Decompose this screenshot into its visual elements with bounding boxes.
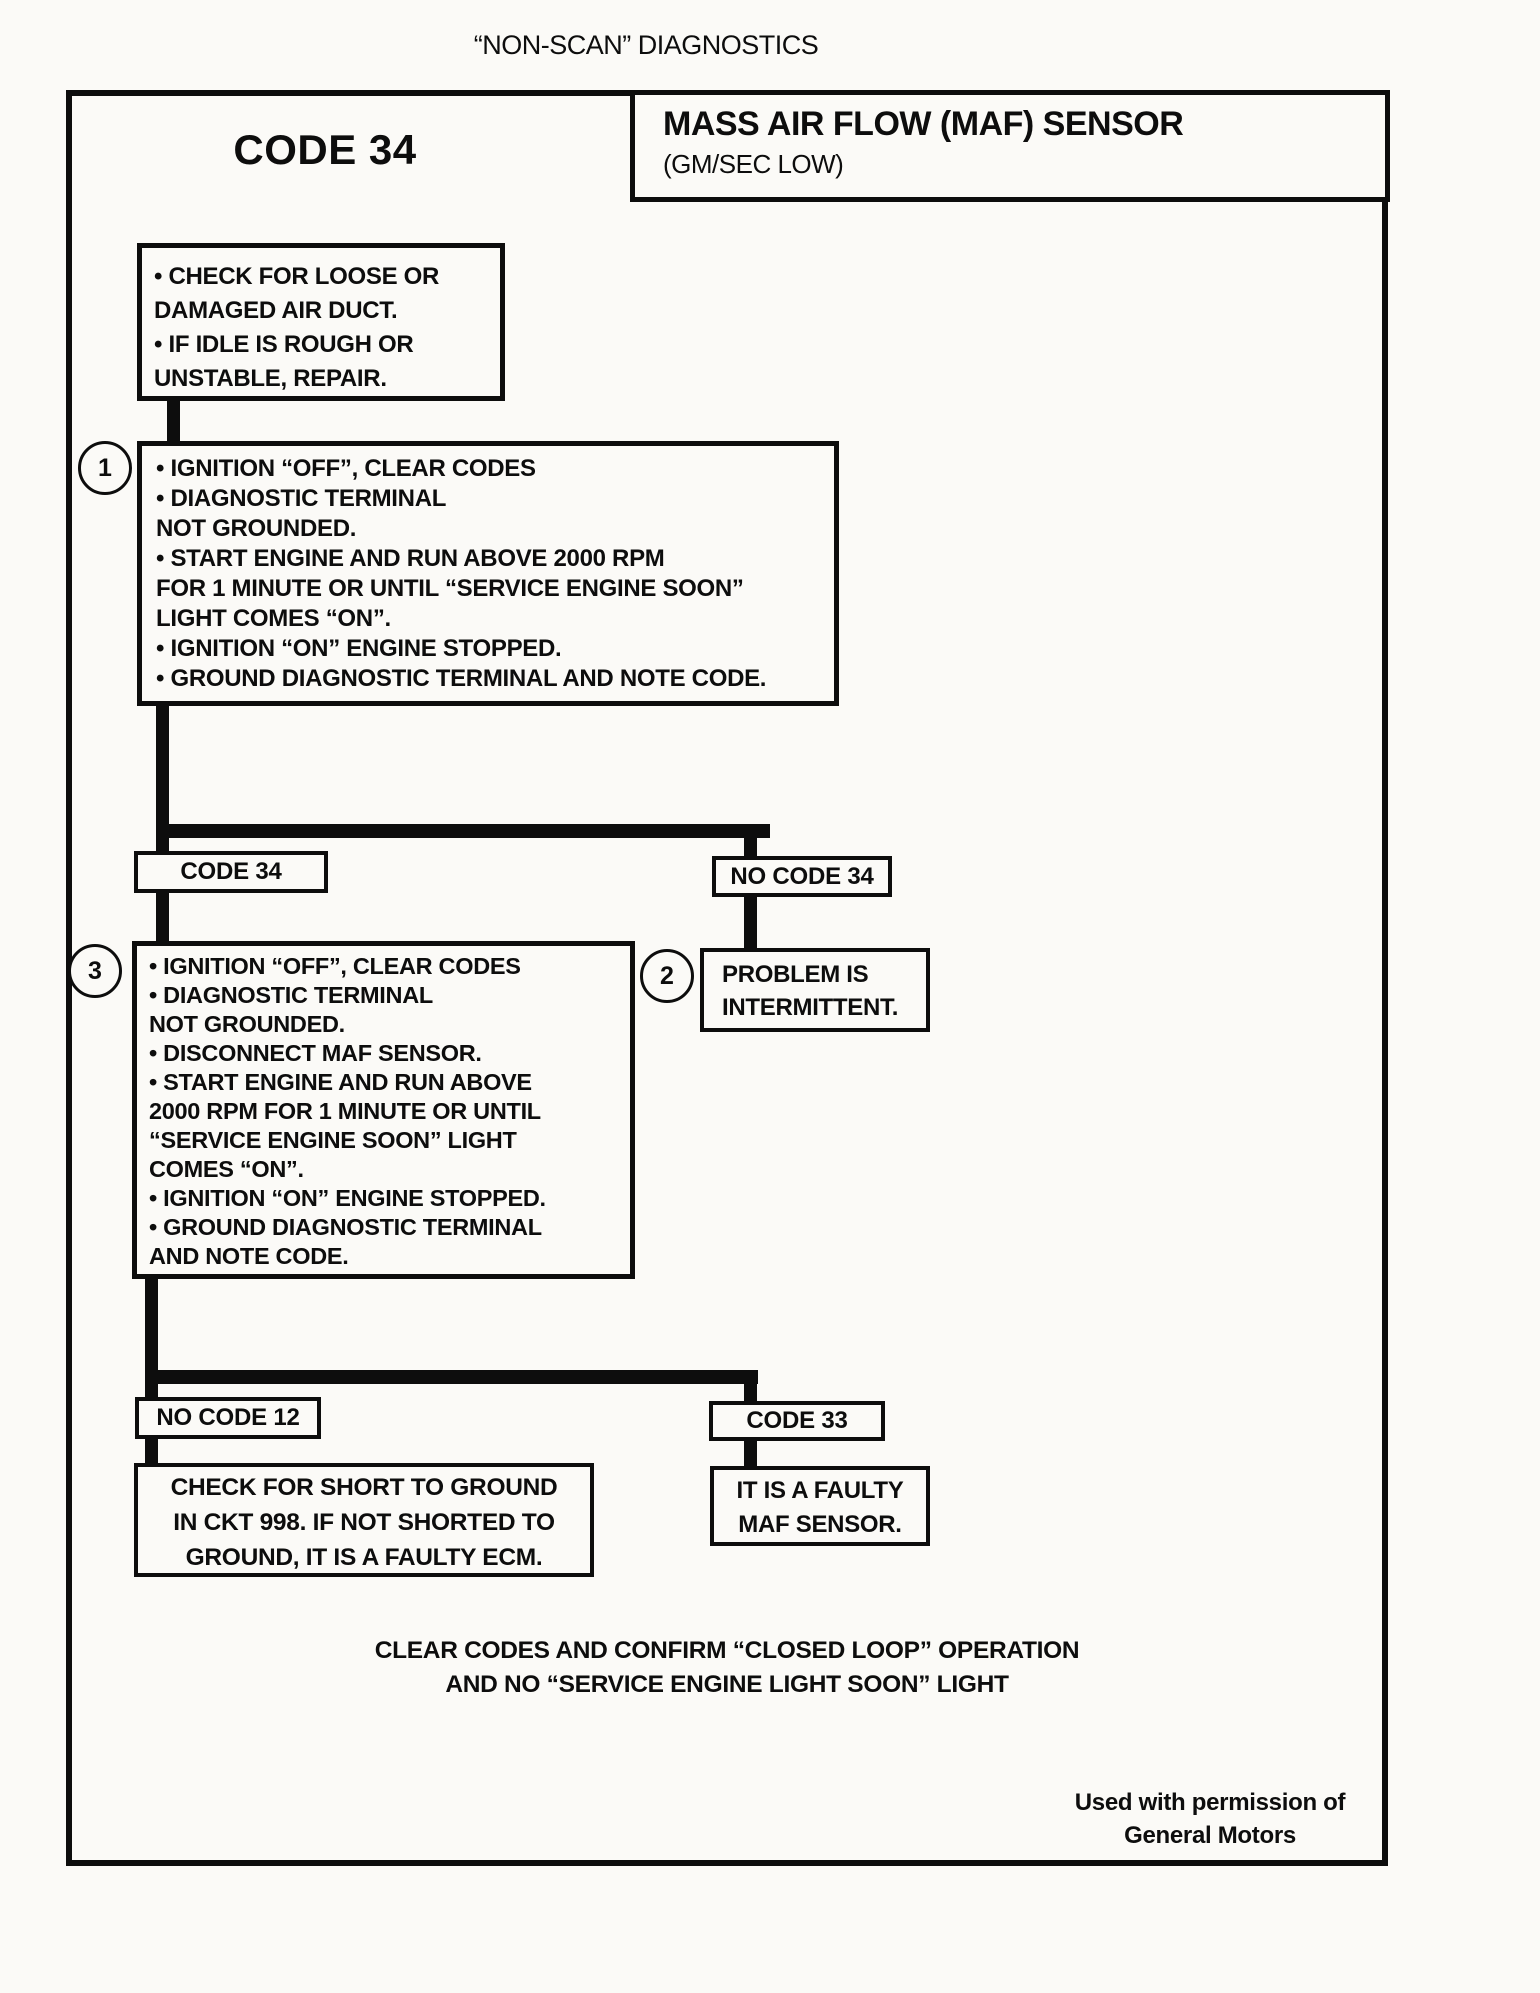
step-1-number: 1 bbox=[98, 453, 112, 482]
text-line: UNSTABLE, REPAIR. bbox=[154, 365, 387, 392]
branch-label-no-code-34-text: NO CODE 34 bbox=[730, 862, 874, 890]
text-line: • IF IDLE IS ROUGH OR bbox=[154, 331, 414, 358]
text-line: NOT GROUNDED. bbox=[149, 1011, 345, 1037]
text-line: IT IS A FAULTY bbox=[736, 1477, 904, 1504]
permission-note-line2: General Motors bbox=[1124, 1822, 1296, 1849]
connector-branch2-bar bbox=[145, 1370, 758, 1384]
text-line: • IGNITION “OFF”, CLEAR CODES bbox=[149, 953, 521, 979]
text-line: LIGHT COMES “ON”. bbox=[156, 605, 391, 632]
branch-label-code-34-text: CODE 34 bbox=[180, 858, 282, 885]
precheck-box bbox=[137, 243, 505, 401]
branch-label-code-34 bbox=[134, 851, 328, 893]
header-title: MASS AIR FLOW (MAF) SENSOR bbox=[663, 105, 1184, 143]
permission-note bbox=[1010, 1786, 1410, 1852]
header-box bbox=[630, 90, 1390, 202]
connector-branch1-bar bbox=[156, 824, 770, 838]
header-subtitle: (GM/SEC LOW) bbox=[663, 149, 844, 179]
intermittent-result-box bbox=[700, 948, 930, 1032]
step-3-box bbox=[132, 941, 635, 1279]
text-line: • DIAGNOSTIC TERMINAL bbox=[149, 982, 433, 1008]
short-to-ground-result-box bbox=[134, 1463, 594, 1577]
branch-label-code-33-text: CODE 33 bbox=[746, 1407, 848, 1434]
branch-label-no-code-12 bbox=[135, 1397, 321, 1439]
text-line: • IGNITION “ON” ENGINE STOPPED. bbox=[149, 1185, 546, 1211]
text-line: • CHECK FOR LOOSE OR bbox=[154, 263, 440, 290]
footer-instruction-line2: AND NO “SERVICE ENGINE LIGHT SOON” LIGHT bbox=[445, 1671, 1009, 1698]
text-line: AND NOTE CODE. bbox=[149, 1243, 349, 1269]
text-line: • DIAGNOSTIC TERMINAL bbox=[156, 485, 447, 512]
text-line: “SERVICE ENGINE SOON” LIGHT bbox=[149, 1127, 517, 1153]
footer-instruction bbox=[66, 1634, 1388, 1702]
text-line: CHECK FOR SHORT TO GROUND bbox=[170, 1474, 558, 1501]
step-2-number: 2 bbox=[660, 961, 674, 990]
branch-label-code-33 bbox=[709, 1401, 885, 1441]
footer-instruction-line1: CLEAR CODES AND CONFIRM “CLOSED LOOP” OPERATION bbox=[374, 1637, 1080, 1664]
text-line: • DISCONNECT MAF SENSOR. bbox=[149, 1040, 482, 1066]
text-line: INTERMITTENT. bbox=[722, 994, 899, 1021]
text-line: • GROUND DIAGNOSTIC TERMINAL bbox=[149, 1214, 542, 1240]
step-1-box bbox=[137, 441, 839, 706]
step-2-circle bbox=[640, 949, 694, 1003]
step-3-circle bbox=[68, 944, 122, 998]
text-line: NOT GROUNDED. bbox=[156, 515, 357, 542]
branch-label-no-code-34 bbox=[712, 856, 892, 897]
text-line: GROUND, IT IS A FAULTY ECM. bbox=[185, 1544, 543, 1571]
text-line: 2000 RPM FOR 1 MINUTE OR UNTIL bbox=[149, 1098, 541, 1124]
text-line: DAMAGED AIR DUCT. bbox=[154, 297, 398, 324]
text-line: • GROUND DIAGNOSTIC TERMINAL AND NOTE CODE. bbox=[156, 665, 767, 692]
step-1-circle bbox=[78, 441, 132, 495]
faulty-maf-result-box bbox=[710, 1466, 930, 1546]
text-line: • START ENGINE AND RUN ABOVE bbox=[149, 1069, 532, 1095]
permission-note-line1: Used with permission of bbox=[1074, 1789, 1346, 1816]
text-line: PROBLEM IS bbox=[722, 961, 869, 988]
text-line: MAF SENSOR. bbox=[738, 1511, 902, 1538]
connector-precheck-to-step1 bbox=[167, 399, 180, 445]
page-title: “NON-SCAN” DIAGNOSTICS bbox=[473, 30, 819, 60]
step-3-number: 3 bbox=[88, 956, 102, 985]
text-line: • START ENGINE AND RUN ABOVE 2000 RPM bbox=[156, 545, 665, 572]
diagnostic-code-heading: CODE 34 bbox=[233, 126, 417, 173]
text-line: FOR 1 MINUTE OR UNTIL “SERVICE ENGINE SOON” bbox=[156, 575, 744, 602]
text-line: • IGNITION “OFF”, CLEAR CODES bbox=[156, 455, 536, 482]
text-line: • IGNITION “ON” ENGINE STOPPED. bbox=[156, 635, 562, 662]
text-line: IN CKT 998. IF NOT SHORTED TO bbox=[173, 1509, 555, 1536]
text-line: COMES “ON”. bbox=[149, 1156, 304, 1182]
branch-label-no-code-12-text: NO CODE 12 bbox=[156, 1404, 300, 1431]
